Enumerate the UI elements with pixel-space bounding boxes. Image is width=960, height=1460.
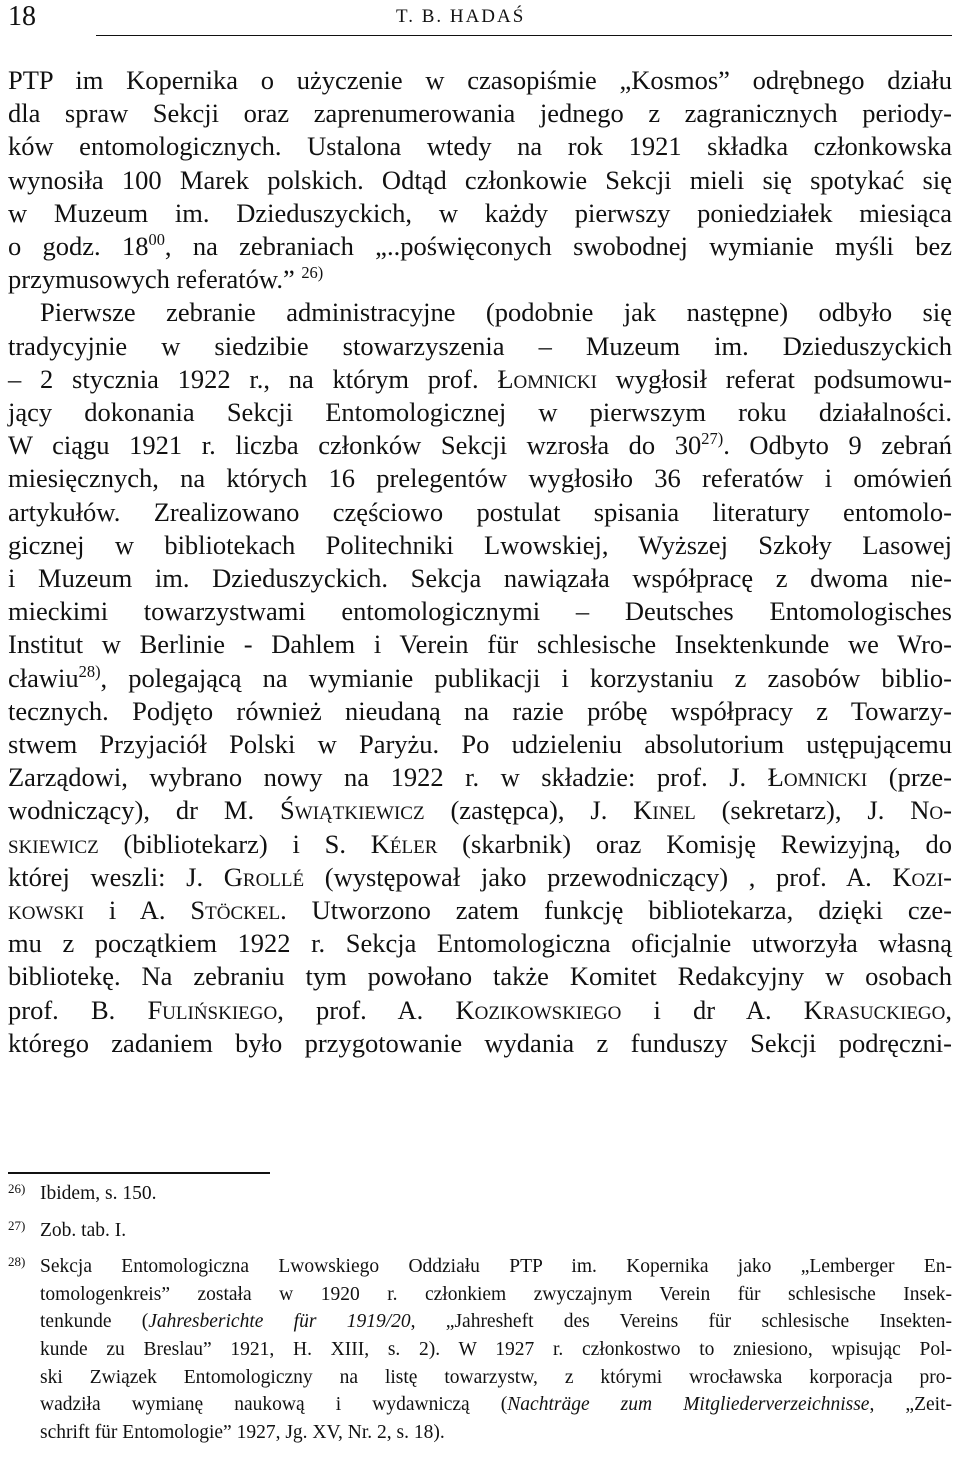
footnote-line: schrift für Entomologie” 1927, Jg. XV, Nr. 2, s. 18).	[40, 1421, 445, 1443]
person-name: skiewicz	[8, 828, 99, 859]
footnote-text: Zob. tab. I.	[40, 1219, 127, 1241]
text-line: W ciągu 1921 r. liczba członków Sekcji wzrosła do 30$^{27)}$. Odbyto 9 zebrań	[8, 429, 952, 461]
footnote-line: kunde zu Breslau” 1921, H. XIII, s. 2). W 1927 r. członkostwo to zniesiono, wpisując Pol-	[40, 1338, 952, 1360]
text-line: stwem Przyjaciół Polski w Paryżu. Po udzieleniu absolutorium ustępującemu	[8, 729, 952, 760]
text-line: i Muzeum im. Dzieduszyckich. Sekcja nawiązała współpracę z dwoma nie-	[8, 563, 952, 594]
footnote-mark: 27)	[8, 1217, 26, 1233]
text-line: ków entomologicznych. Ustalona wtedy na rok 1921 składka członkowska	[8, 131, 952, 162]
person-name: No-	[910, 795, 952, 826]
text-line: cławiu$^{28)}$, polegającą na wymianie publikacji i korzystaniu z zasobów biblio-	[8, 661, 952, 693]
person-name: Kinel	[633, 795, 696, 826]
footnote-28	[8, 1253, 952, 1446]
text-line: – 2 stycznia 1922 r., na którym prof. Łomnicki wygłosił referat podsumowu-	[8, 363, 952, 394]
page-header	[8, 0, 952, 50]
text-line: bibliotekę. Na zebraniu tym powołano także Komitet Redakcyjny w osobach	[8, 961, 952, 992]
main-text	[8, 64, 952, 1060]
footnote-ref-26: 26)	[301, 263, 324, 283]
person-name: Kozikowskiego	[455, 994, 622, 1025]
footnote-text: Ibidem, s. 150.	[40, 1183, 157, 1204]
text-line: prof. B. Fulińskiego, prof. A. Kozikowskiego i dr A. Krasuckiego,	[8, 994, 952, 1025]
text-line: jący dokonania Sekcji Entomologicznej w pierwszym roku działalności.	[8, 397, 952, 428]
footnote-mark: 28)	[8, 1254, 26, 1270]
header-rule	[96, 35, 952, 36]
footnote-separator	[8, 1172, 270, 1174]
text-line: o godz. $18^{00}$, na zebraniach „..poświęconych swobodnej wymianie myśli bez	[8, 230, 952, 262]
footnote-26	[8, 1180, 952, 1208]
text-line: artykułów. Zrealizowano częściowo postulat spisania literatury entomolo-	[8, 496, 952, 527]
footnote-line: Sekcja Entomologiczna Lwowskiego Oddziału PTP im. Kopernika jako „Lemberger En-	[40, 1256, 952, 1278]
italic-title: Jahresberichte für 1919/20	[148, 1311, 411, 1333]
person-name: Kéler	[370, 828, 438, 859]
text-line: kowski i A. Stöckel. Utworzono zatem funkcję bibliotekarza, dzięki cze-	[8, 895, 952, 926]
person-name: Łomnicki	[767, 762, 868, 793]
superscript-time: 00	[148, 230, 165, 250]
footnote-mark: 26)	[8, 1181, 26, 1196]
text-line: dla spraw Sekcji oraz zaprenumerowania jednego z zagranicznych periody-	[8, 98, 952, 129]
person-name: Łomnicki	[497, 363, 597, 394]
footnote-27	[8, 1217, 952, 1245]
footnote-line: tenkunde (Jahresberichte für 1919/20, „Jahresheft des Vereins für schlesische Insekten-	[40, 1311, 952, 1333]
footnote-line: wadziła wymianę naukową i wydawniczą (Nachträge zum Mitgliederverzeichnisse, „Zeit-	[40, 1394, 952, 1416]
footnotes	[8, 1180, 952, 1455]
person-name: Kozi-	[892, 861, 952, 892]
footnote-ref-27: 27)	[701, 429, 724, 449]
text-line: miesięcznych, na których 16 prelegentów wygłosiło 36 referatów i omówień	[8, 463, 952, 494]
text-line: PTP im Kopernika o użyczenie w czasopiśmie „Kosmos” odrębnego działu	[8, 65, 952, 95]
footnote-line: tomologenkreis” została w 1920 r. członkiem zwyczajnym Verein für schlesische Insek-	[40, 1283, 952, 1305]
text-line: którego zadaniem było przygotowanie wydania z funduszy Sekcji podręczni-	[8, 1027, 952, 1058]
person-name: Stöckel	[190, 895, 281, 926]
page-number: 18	[8, 1, 36, 32]
running-head: T. B. HADAŚ	[396, 6, 526, 27]
text-line: mieckimi towarzystwami entomologicznymi – Deutsches Entomologisches	[8, 596, 952, 627]
text-line: Zarządowi, wybrano nowy na 1922 r. w składzie: prof. J. Łomnicki (prze-	[8, 762, 952, 793]
text-line: wynosiła 100 Marek polskich. Odtąd członkowie Sekcji mieli się spotykać się	[8, 164, 952, 195]
text-line: w Muzeum im. Dzieduszyckich, w każdy pierwszy poniedziałek miesiąca	[8, 197, 952, 228]
text-line: Institut w Berlinie - Dahlem i Verein für schlesische Insektenkunde we Wro-	[8, 629, 952, 660]
text-line: przymusowych referatów.” $^{26)}$	[8, 263, 324, 295]
text-line: gicznej w bibliotekach Politechniki Lwowskiej, Wyższej Szkoły Lasowej	[8, 529, 952, 560]
text-line: której weszli: J. Grollé (występował jako przewodniczący) , prof. A. Kozi-	[8, 861, 952, 892]
text-line: skiewicz (bibliotekarz) i S. Kéler (skarbnik) oraz Komisję Rewizyjną, do	[8, 828, 952, 859]
document-page	[8, 0, 952, 1443]
person-name: Krasuckiego	[803, 994, 946, 1025]
text-line: tecznych. Podjęto również nieudaną na razie próbę współpracy z Towarzy-	[8, 695, 952, 726]
text-line: wodniczący), dr M. Świątkiewicz (zastępca), J. Kinel (sekretarz), J. No-	[8, 795, 952, 826]
text-line: mu z początkiem 1922 r. Sekcja Entomologiczna oficjalnie utworzyła własną	[8, 928, 952, 959]
footnote-line: ski Związek Entomologiczny na listę towarzystw, z którymi wrocławska korporacja pro-	[40, 1366, 952, 1388]
person-name: Fulińskiego	[147, 994, 278, 1025]
person-name: kowski	[8, 895, 84, 926]
text-line: tradycyjnie w siedzibie stowarzyszenia – Muzeum im. Dzieduszyckich	[8, 330, 952, 361]
person-name: Grollé	[223, 861, 305, 892]
footnote-ref-28: 28)	[78, 661, 101, 681]
italic-title: Nachträge zum Mitgliederverzeichnisse	[507, 1394, 870, 1416]
person-name: Świątkiewicz	[280, 795, 425, 826]
paragraph-first-line: Pierwsze zebranie administracyjne (podobnie jak następne) odbyło się	[40, 297, 952, 328]
